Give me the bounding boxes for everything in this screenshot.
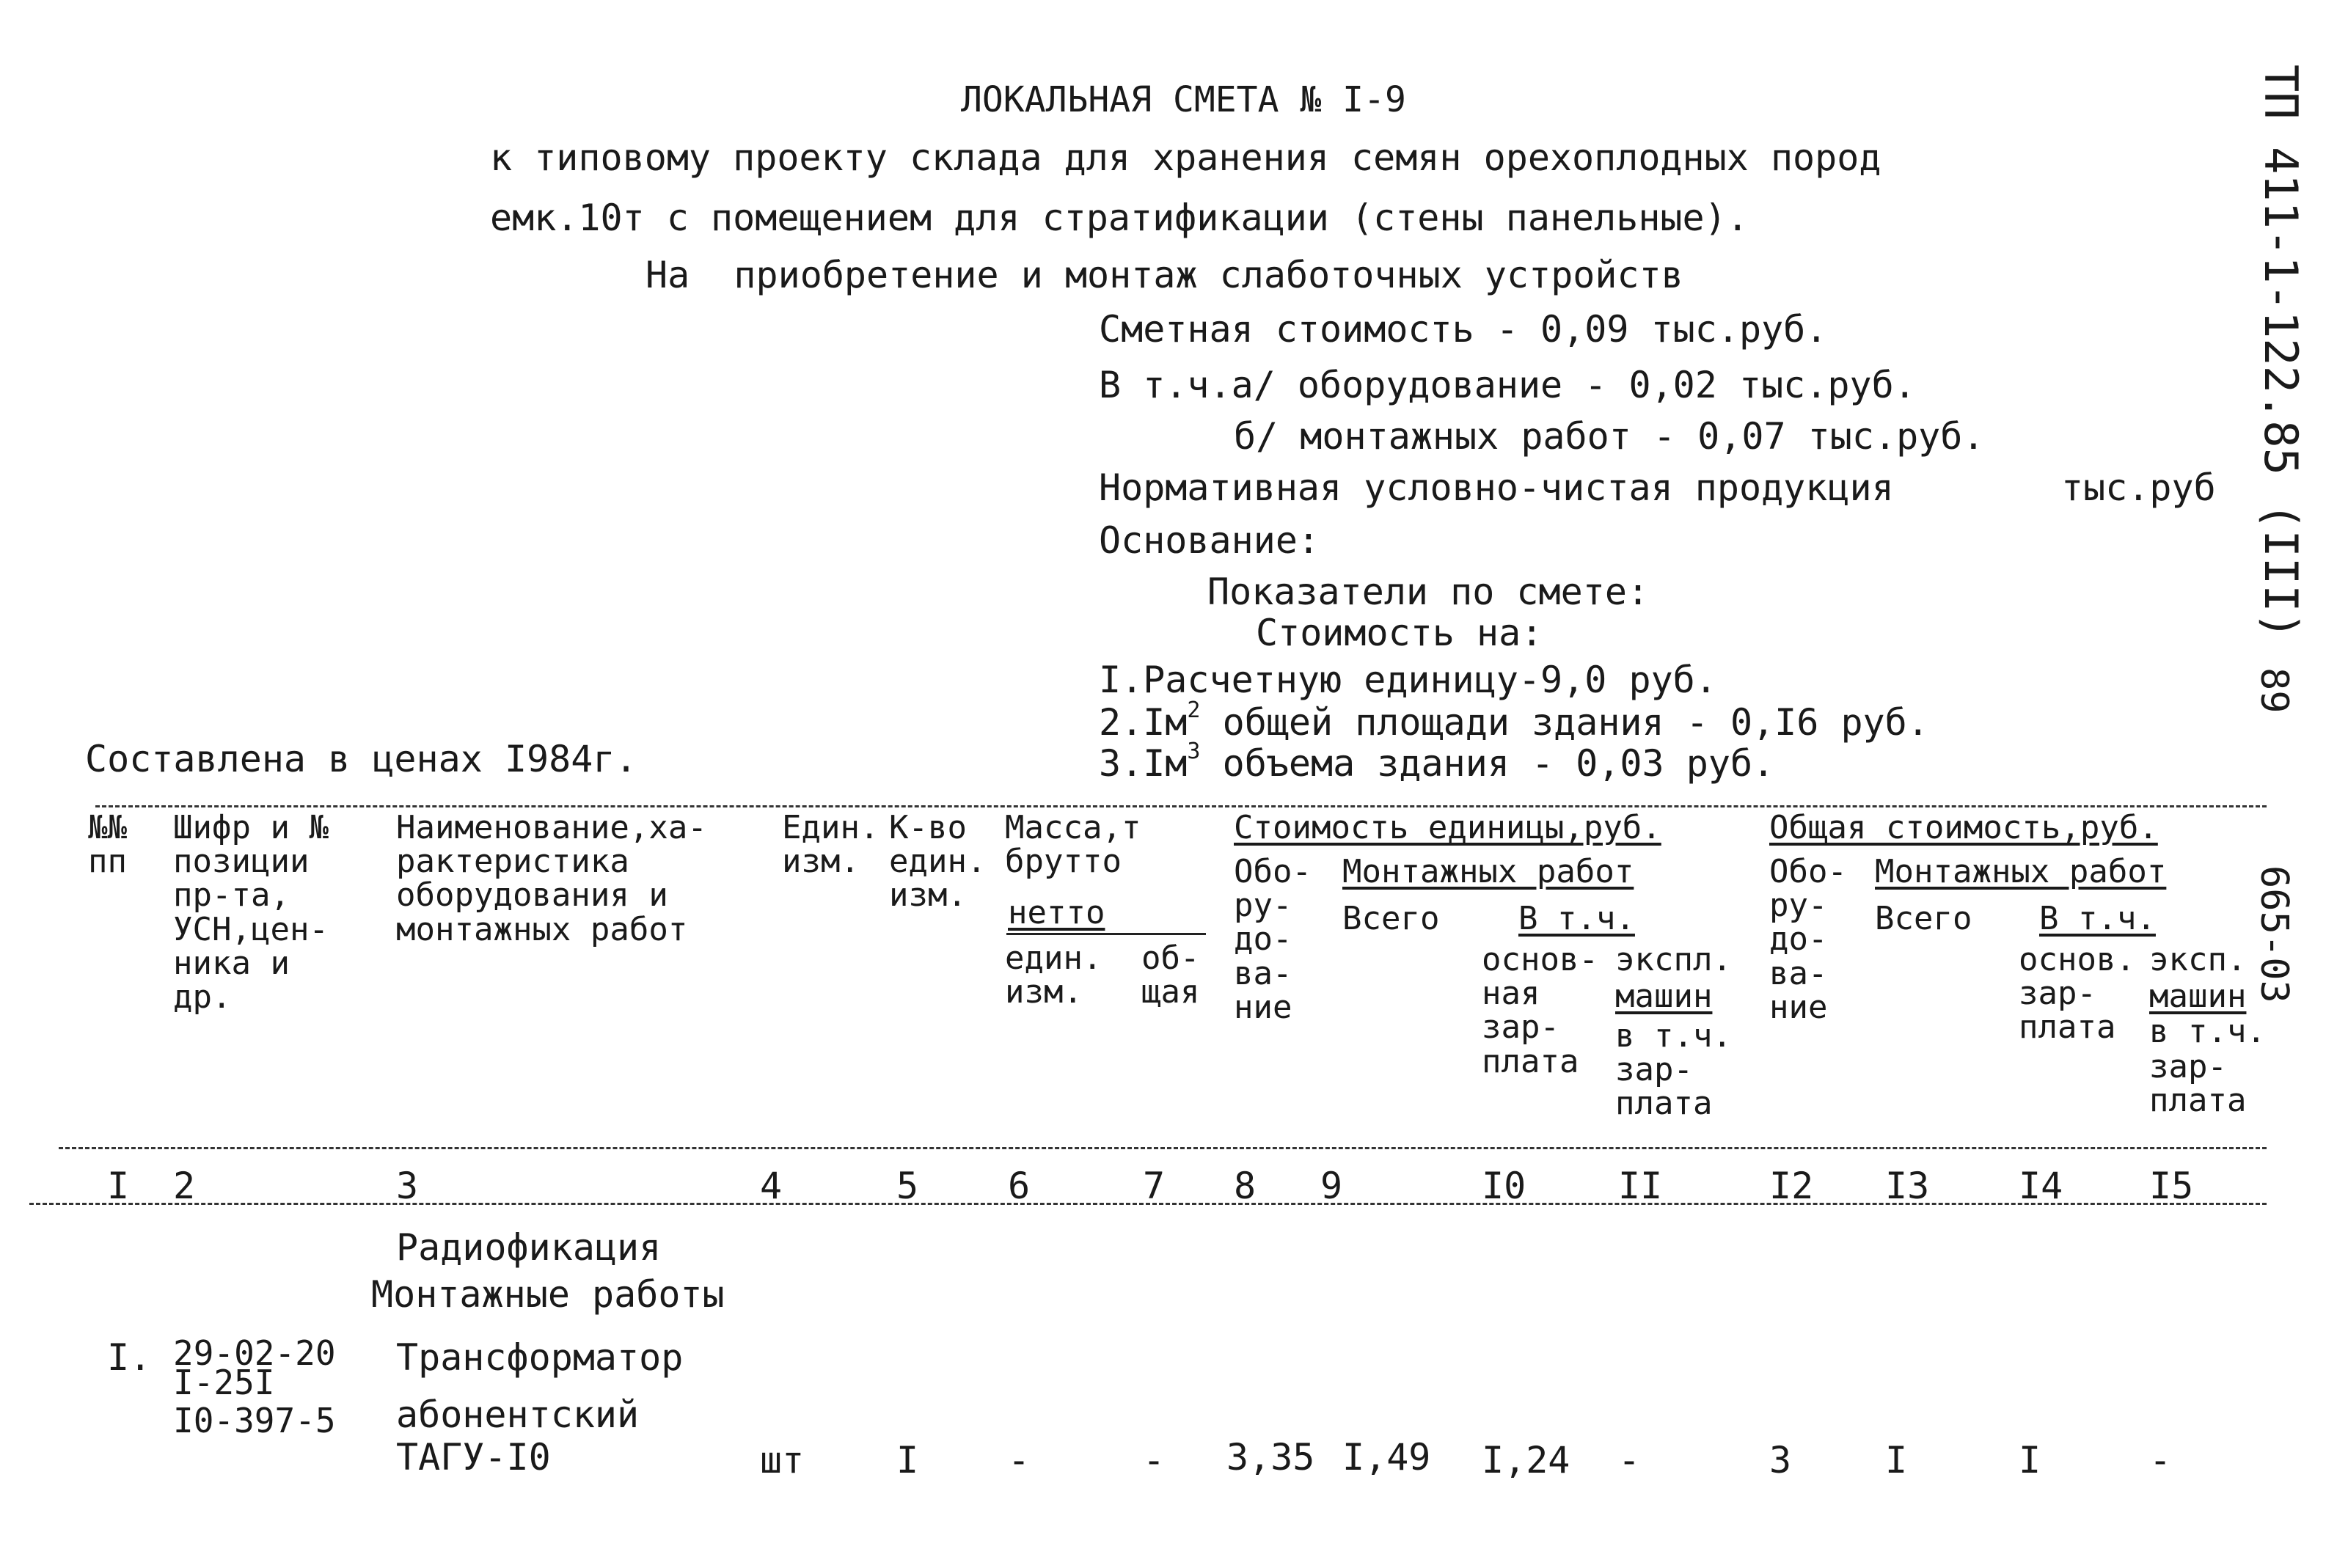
document-subtitle-line1: к типовому проекту склада для хранения семян орехоплодных пород [490, 136, 1881, 179]
row-number: I. [107, 1336, 152, 1379]
col-number-6: 6 [1008, 1165, 1031, 1207]
header-unit-cost: Стоимость единицы,руб. [1234, 809, 1661, 846]
row-name-1: Трансформатор [396, 1336, 684, 1379]
column-numbers-line [29, 1203, 2267, 1205]
header-col-12: Обо- ру- до- ва- ние [1769, 853, 1847, 1026]
row-mont-mach: - [1618, 1439, 1641, 1481]
header-total-incl: В т.ч. [2039, 900, 2156, 937]
header-mass: Масса,т брутто [1005, 809, 1141, 881]
col-number-2: 2 [173, 1165, 196, 1207]
prices-note: Составлена в ценах I984г. [85, 738, 637, 780]
subsection-title: Монтажные работы [371, 1273, 725, 1316]
indicator-1: I.Расчетную единицу-9,0 руб. [1099, 659, 1717, 701]
row-mont-total: I,49 [1342, 1436, 1431, 1479]
col-number-8: 8 [1234, 1165, 1257, 1207]
col-number-11: II [1618, 1165, 1663, 1207]
header-col-5: К-во един. изм. [889, 809, 987, 915]
header-col-6: един. изм. [1005, 939, 1102, 1011]
row-qty: I [896, 1439, 919, 1481]
page-number: 89 [2252, 667, 2296, 714]
row-code-3: I0-397-5 [173, 1401, 336, 1440]
col-number-4: 4 [760, 1165, 783, 1207]
equipment-cost: В т.ч.а/ оборудование - 0,02 тыс.руб. [1099, 364, 1916, 406]
col-number-1: I [107, 1165, 130, 1207]
row-code-1: 29-02-20 [173, 1333, 336, 1373]
document-purpose: На приобретение и монтаж слаботочных устройств [645, 254, 1683, 296]
header-col-10: основ- ная зар- плата [1482, 941, 1598, 1080]
row-name-3: ТАГУ-I0 [396, 1436, 551, 1479]
header-col-14: основ. зар- плата [2019, 941, 2135, 1047]
header-col-3: Наименование,ха- рактеристика оборудования и монтажных работ [396, 809, 707, 948]
header-col-15-a: эксп. [2149, 941, 2247, 978]
indicators-title: Показатели по смете: [1207, 571, 1650, 613]
row-total-salary: I [2019, 1439, 2041, 1481]
header-col-1: №№ пп [88, 809, 127, 881]
normative-product-label: Нормативная условно-чистая продукция [1099, 466, 1894, 509]
col-number-13: I3 [1885, 1165, 1930, 1207]
row-total-mont: I [1885, 1439, 1908, 1481]
col-number-3: 3 [396, 1165, 419, 1207]
header-total-mont-works: Монтажных работ [1875, 853, 2167, 890]
header-col-9: Всего [1342, 900, 1440, 937]
row-total-mach: - [2149, 1439, 2172, 1481]
header-col-15-b: машин [2149, 978, 2247, 1015]
side-project-code: ТП 411-1-122.85 (III) [2254, 65, 2308, 640]
header-unit-mont-works: Монтажных работ [1342, 853, 1634, 890]
header-unit-incl: В т.ч. [1518, 900, 1635, 937]
installation-cost: б/ монтажных работ - 0,07 тыс.руб. [1234, 415, 1985, 458]
header-col-15-d: зар- плата [2149, 1048, 2247, 1120]
estimated-cost: Сметная стоимость - 0,09 тыс.руб. [1099, 308, 1828, 351]
normative-product-unit: тыс.руб [2061, 466, 2216, 509]
sheet-code: 665-03 [2252, 865, 2296, 1003]
header-col-2: Шифр и № позиции пр-та, УСН,цен- ника и др. [173, 809, 329, 1016]
header-col-4: Един. изм. [782, 809, 879, 881]
row-total-equip: 3 [1769, 1439, 1792, 1481]
col-number-14: I4 [2019, 1165, 2063, 1207]
header-mass-netto: нетто [1008, 894, 1105, 931]
indicator-3: $3.Iм^3$ объема здания - 0,03 руб. [1099, 739, 1775, 785]
table-top-line [95, 805, 2267, 807]
indicator-2: $2.Iм^2$ общей площади здания - 0,I6 руб. [1099, 697, 1929, 744]
col-number-5: 5 [896, 1165, 919, 1207]
col-number-12: I2 [1769, 1165, 1814, 1207]
header-col-15-c: в т.ч. [2149, 1013, 2266, 1050]
col-number-10: I0 [1482, 1165, 1526, 1207]
header-col-13: Всего [1875, 900, 1972, 937]
col-number-7: 7 [1143, 1165, 1166, 1207]
basis-label: Основание: [1099, 519, 1320, 562]
cost-on-label: Стоимость на: [1256, 612, 1543, 654]
header-total-cost: Общая стоимость,руб. [1769, 809, 2158, 846]
row-unit: шт [760, 1439, 805, 1481]
col-number-15: I5 [2149, 1165, 2194, 1207]
header-col-8: Обо- ру- до- ва- ние [1234, 853, 1312, 1026]
row-mont-salary: I,24 [1482, 1439, 1570, 1481]
header-col-11-a: экспл. [1615, 941, 1732, 978]
document-title: ЛОКАЛЬНАЯ СМЕТА № I-9 [961, 79, 1406, 120]
row-equip-cost: 3,35 [1226, 1436, 1315, 1479]
header-col-11-c: в т.ч. зар- плата [1615, 1017, 1732, 1123]
header-bottom-line [59, 1147, 2267, 1149]
section-title: Радиофикация [396, 1226, 662, 1269]
col-number-9: 9 [1320, 1165, 1343, 1207]
header-col-11-b: машин [1615, 978, 1713, 1015]
header-mass-line [1006, 933, 1206, 935]
row-mass-unit: - [1008, 1439, 1031, 1481]
row-code-2: I-25I [173, 1363, 275, 1402]
row-name-2: абонентский [396, 1393, 640, 1436]
row-mass-total: - [1143, 1439, 1166, 1481]
document-subtitle-line2: емк.10т с помещением для стратификации (стены панельные). [490, 197, 1749, 239]
header-col-7: об- щая [1141, 939, 1200, 1011]
